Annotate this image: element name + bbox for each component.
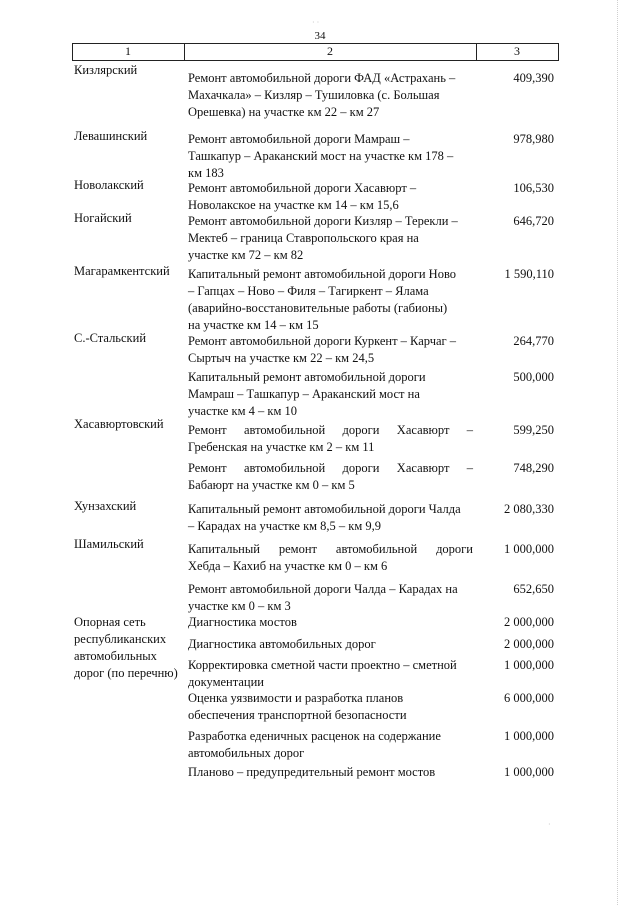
work-description-line: Мамраш – Ташкапур – Араканский мост на [188,387,420,401]
district-name: Кизлярский [74,63,138,77]
district-name: Хунзахский [74,499,137,513]
amount-value: 500,000 [513,370,554,384]
amount-value: 646,720 [513,214,554,228]
page-number: 34 [314,30,326,42]
amount-value: 1 000,000 [504,729,554,743]
work-description-line: Диагностика мостов [188,615,297,629]
district-name-line: автомобильных [74,649,157,663]
work-description-line: Мектеб – граница Ставропольского края на [188,231,419,245]
work-description [188,131,473,182]
work-description [188,764,473,781]
amount-value: 2 080,330 [504,502,554,516]
column-header-3: 3 [514,44,520,58]
amount-value: 1 000,000 [504,542,554,556]
work-description-line: участке км 72 – км 82 [188,248,304,262]
amount-value: 6 000,000 [504,691,554,705]
work-description-line: обеспечения транспортной безопасности [188,708,407,722]
work-description [188,636,473,653]
work-description-line: Планово – предупредительный ремонт мостов [188,765,436,779]
amount-value: 2 000,000 [504,637,554,651]
amount-value: 1 590,110 [504,267,554,281]
work-description [188,422,473,456]
scan-edge [617,0,618,905]
work-description [188,369,473,420]
work-description [188,614,473,631]
district-name: Магарамкентский [74,264,170,278]
work-description-line: на участке км 14 – км 15 [188,318,319,332]
amount-value: 264,770 [513,334,554,348]
work-description-line: Ремонт автомобильной дороги Чалда – Карадах на [188,582,458,596]
work-description-line: Разработка еденичных расценок на содержание [188,729,441,743]
work-description-line: Диагностика автомобильных дорог [188,637,376,651]
district-name-line: республиканских [74,632,167,646]
work-description-line: Ремонт автомобильной дороги Хасавюрт – [188,461,473,475]
work-description-line: Ремонт автомобильной дороги Куркент – Карчаг – [188,334,457,348]
work-description-line: (аварийно-восстановительные работы (габионы) [188,301,448,315]
column-header-1: 1 [125,44,131,58]
district-name-line: дорог (по перечню) [74,666,178,680]
work-description [188,541,473,575]
work-description-line: Капитальный ремонт автомобильной дороги [188,542,473,556]
work-description-line: Хебда – Кахиб на участке км 0 – км 6 [188,559,388,573]
work-description-line: км 183 [188,166,224,180]
work-description-line: Бабаюрт на участке км 0 – км 5 [188,478,355,492]
district-name: Левашинский [74,129,148,143]
work-description [188,581,473,615]
work-description-line: – Гапцах – Ново – Филя – Тагиркент – Ялама [188,284,429,298]
district-name: Новолакский [74,178,144,192]
work-description-line: Новолакское на участке км 14 – км 15,6 [188,198,399,212]
work-description [188,690,473,724]
work-description-line: участке км 0 – км 3 [188,599,291,613]
district-name: С.-Стальский [74,331,147,345]
work-description-line: Капитальный ремонт автомобильной дороги [188,370,426,384]
work-description-line: Ремонт автомобильной дороги Кизляр – Терекли – [188,214,458,228]
district-name: Ногайский [74,211,132,225]
work-description-line: Сыртыч на участке км 22 – км 24,5 [188,351,375,365]
table-header-divider [558,44,559,60]
work-description-line: Орешевка) на участке км 22 – км 27 [188,105,380,119]
work-description-line: Ремонт автомобильной дороги Хасавюрт – [188,423,473,437]
work-description-line: Капитальный ремонт автомобильной дороги Чалда [188,502,461,516]
work-description-line: документации [188,675,264,689]
work-description-line: Ремонт автомобильной дороги Мамраш – [188,132,410,146]
work-description [188,70,473,121]
work-description [188,460,473,494]
column-header-2: 2 [327,44,333,58]
district-name-line: Опорная сеть [74,615,146,629]
amount-value: 1 000,000 [504,765,554,779]
work-description [188,657,473,691]
district-name [74,614,178,682]
work-description-line: – Карадах на участке км 8,5 – км 9,9 [188,519,382,533]
work-description-line: Ремонт автомобильной дороги Хасавюрт – [188,181,417,195]
district-name: Хасавюртовский [74,417,164,431]
work-description-line: Оценка уязвимости и разработка планов [188,691,404,705]
amount-value: 106,530 [513,181,554,195]
amount-value: 1 000,000 [504,658,554,672]
work-description-line: участке км 4 – км 10 [188,404,297,418]
work-description-line: Корректировка сметной части проектно – сметной [188,658,457,672]
work-description-line: Ремонт автомобильной дороги ФАД «Астрахань – [188,71,456,85]
scan-speck: · [548,820,551,829]
work-description [188,501,473,535]
amount-value: 409,390 [513,71,554,85]
work-description-line: Махачкала» – Кизляр – Тушиловка (с. Большая [188,88,440,102]
table-header-bottom-border [72,60,559,61]
work-description [188,213,473,264]
amount-value: 599,250 [513,423,554,437]
amount-value: 2 000,000 [504,615,554,629]
work-description [188,266,473,334]
amount-value: 652,650 [513,582,554,596]
amount-value: 978,980 [513,132,554,146]
work-description [188,180,473,214]
work-description-line: Гребенская на участке км 2 – км 11 [188,440,375,454]
work-description-line: автомобильных дорог [188,746,305,760]
work-description [188,333,473,367]
district-name: Шамильский [74,537,144,551]
work-description [188,728,473,762]
work-description-line: Ташкапур – Араканский мост на участке км 178 – [188,149,454,163]
amount-value: 748,290 [513,461,554,475]
work-description-line: Капитальный ремонт автомобильной дороги Ново [188,267,457,281]
scan-speck: · · [312,18,320,27]
